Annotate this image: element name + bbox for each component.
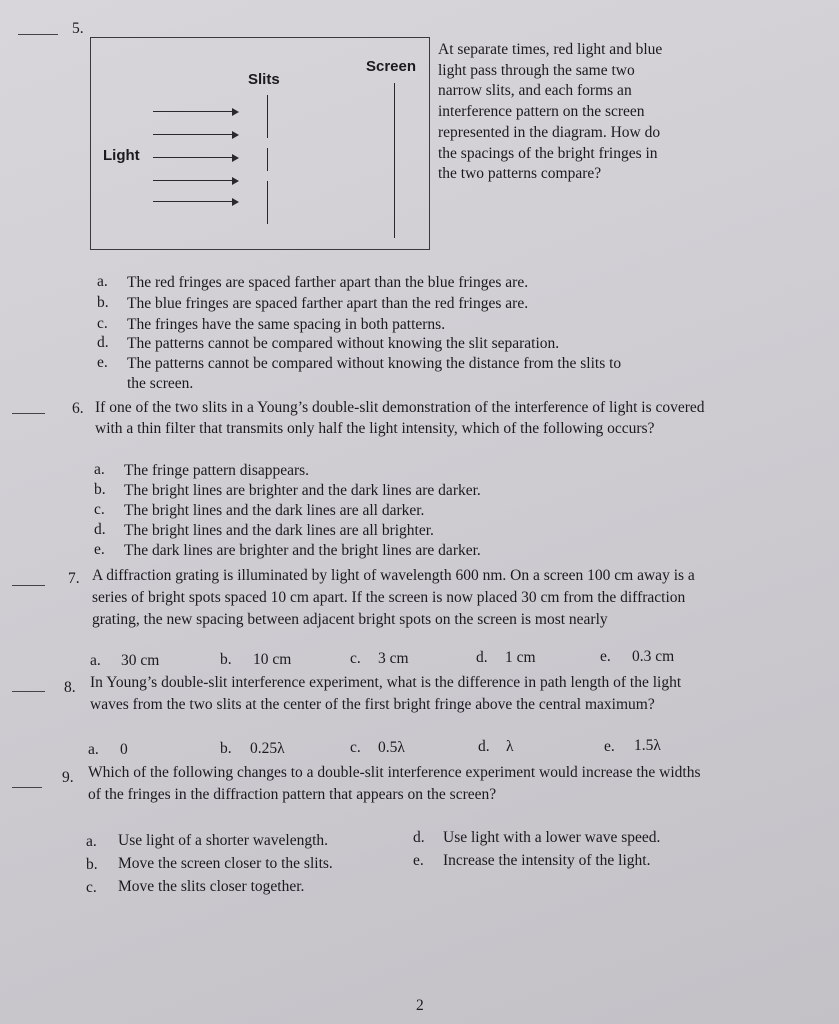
answer-blank-q5[interactable] — [18, 34, 58, 35]
option-letter: d. — [97, 334, 109, 351]
prompt-line: of the fringes in the diffraction pattern that appears on the screen? — [88, 786, 497, 803]
option-letter: c. — [350, 650, 361, 667]
option-letter: e. — [600, 648, 611, 665]
option-letter: a. — [94, 461, 105, 478]
option-text: The fringes have the same spacing in both patterns. — [127, 316, 446, 333]
option-text: 0.5λ — [378, 739, 405, 756]
option-text: Increase the intensity of the light. — [443, 852, 651, 869]
screen-line — [394, 83, 395, 238]
option-letter: a. — [88, 741, 99, 758]
option-text: Use light with a lower wave speed. — [443, 829, 661, 846]
option-text: The patterns cannot be compared without knowing the distance from the slits to — [127, 355, 622, 372]
option-letter: e. — [413, 852, 424, 869]
option-letter: b. — [94, 481, 106, 498]
option-text: The fringe pattern disappears. — [124, 462, 310, 479]
option-letter: b. — [220, 740, 232, 757]
option-text: 30 cm — [121, 652, 160, 669]
option-letter: e. — [604, 738, 615, 755]
option-letter: d. — [478, 738, 490, 755]
prompt-line: interference pattern on the screen — [438, 103, 645, 121]
prompt-line: waves from the two slits at the center of the first bright fringe above the central maximum? — [90, 696, 655, 713]
slits-label: Slits — [248, 71, 280, 88]
option-letter: d. — [94, 521, 106, 538]
option-letter: a. — [97, 273, 108, 290]
answer-blank-q9[interactable] — [12, 787, 42, 788]
option-letter: d. — [413, 829, 425, 846]
option-text: 0.3 cm — [632, 648, 675, 665]
light-ray-arrow — [153, 134, 237, 135]
slit-barrier-segment — [267, 95, 268, 138]
option-text: The bright lines and the dark lines are all darker. — [124, 502, 425, 519]
option-text: 10 cm — [253, 651, 292, 668]
option-text: Move the screen closer to the slits. — [118, 855, 333, 872]
light-ray-arrow — [153, 111, 237, 112]
option-letter: e. — [97, 354, 108, 371]
option-text: The dark lines are brighter and the bright lines are darker. — [124, 542, 481, 559]
option-text: λ — [506, 738, 514, 755]
option-text-continued: the screen. — [127, 375, 194, 392]
light-label: Light — [103, 147, 140, 164]
prompt-line: with a thin filter that transmits only half the light intensity, which of the following occurs? — [95, 420, 655, 437]
prompt-line: If one of the two slits in a Young’s double-slit demonstration of the interference of light is covered — [95, 399, 705, 416]
slit-diagram — [90, 37, 430, 250]
option-text: The patterns cannot be compared without knowing the slit separation. — [127, 335, 560, 352]
question-number: 8. — [64, 679, 76, 696]
prompt-line: the spacings of the bright fringes in — [438, 144, 658, 162]
prompt-line: grating, the new spacing between adjacent bright spots on the screen is most nearly — [92, 611, 608, 628]
option-letter: c. — [94, 501, 105, 518]
page-number: 2 — [416, 997, 424, 1014]
option-letter: c. — [350, 739, 361, 756]
option-letter: d. — [476, 649, 488, 666]
option-text: The blue fringes are spaced farther apart than the red fringes are. — [127, 295, 529, 312]
option-letter: e. — [94, 541, 105, 558]
screen-label: Screen — [366, 58, 417, 75]
option-letter: a. — [86, 833, 97, 850]
prompt-line: In Young’s double-slit interference experiment, what is the difference in path length of the light — [90, 674, 682, 691]
prompt-line: series of bright spots spaced 10 cm apart. If the screen is now placed 30 cm from the diffraction — [92, 589, 686, 606]
question-number: 5. — [72, 20, 84, 37]
prompt-line: At separate times, red light and blue — [438, 41, 663, 58]
question-number: 6. — [72, 400, 84, 417]
option-letter: c. — [97, 315, 108, 332]
light-ray-arrow — [153, 201, 237, 202]
question-number: 7. — [68, 570, 80, 587]
option-text: The bright lines and the dark lines are all brighter. — [124, 522, 434, 539]
option-text: 0.25λ — [250, 740, 285, 757]
light-ray-arrow — [153, 157, 237, 158]
option-letter: b. — [97, 294, 109, 311]
option-text: Use light of a shorter wavelength. — [118, 832, 329, 849]
option-letter: c. — [86, 879, 97, 896]
slit-barrier-segment — [267, 148, 268, 171]
prompt-line: narrow slits, and each forms an — [438, 82, 632, 100]
prompt-line: A diffraction grating is illuminated by light of wavelength 600 nm. On a screen 100 cm away is a — [92, 567, 695, 584]
option-letter: a. — [90, 652, 101, 669]
option-text: 0 — [120, 741, 128, 758]
prompt-line: Which of the following changes to a double-slit interference experiment would increase the widths — [88, 764, 701, 781]
option-text: 3 cm — [378, 650, 409, 667]
prompt-line: represented in the diagram. How do — [438, 123, 661, 141]
option-text: The red fringes are spaced farther apart than the blue fringes are. — [127, 274, 529, 291]
option-text: 1.5λ — [634, 737, 661, 754]
question-number: 9. — [62, 769, 74, 786]
slit-barrier-segment — [267, 181, 268, 224]
answer-blank-q7[interactable] — [12, 585, 45, 586]
q5-prompt — [438, 40, 662, 185]
option-letter: b. — [86, 856, 98, 873]
prompt-line: light pass through the same two — [438, 61, 635, 79]
light-ray-arrow — [153, 180, 237, 181]
answer-blank-q8[interactable] — [12, 691, 45, 692]
option-letter: b. — [220, 651, 232, 668]
answer-blank-q6[interactable] — [12, 413, 45, 414]
option-text: The bright lines are brighter and the dark lines are darker. — [124, 482, 481, 499]
prompt-line: the two patterns compare? — [438, 165, 602, 183]
option-text: 1 cm — [505, 649, 536, 666]
option-text: Move the slits closer together. — [118, 878, 305, 895]
